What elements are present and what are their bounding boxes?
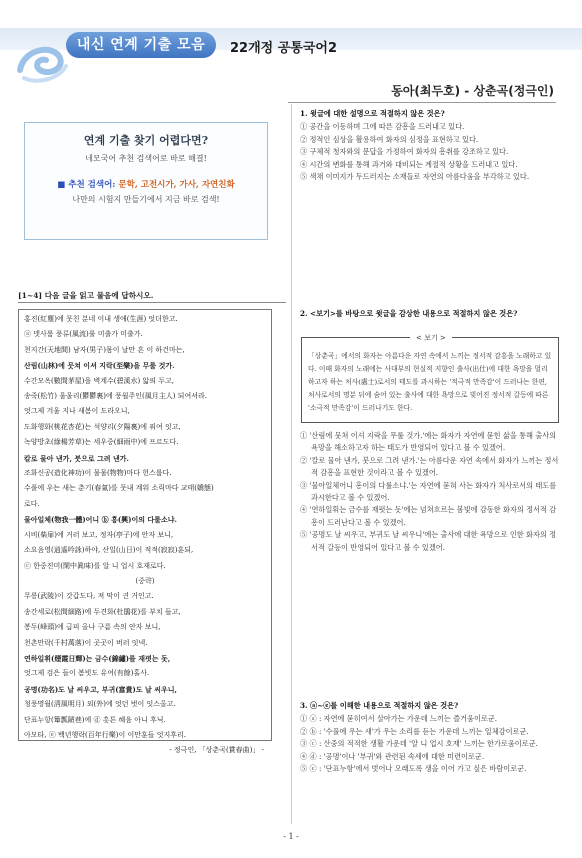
passage-line: ⓒ 한중진미(閑中眞味)를 알 니 업시 호재로다. — [24, 561, 166, 570]
passage-line: 아모타, ⓔ 백년행락(百年行樂)이 이만훈들 엇지후리. — [24, 730, 187, 739]
promo-note: 나만의 시험지 만들기에서 지금 바로 검색! — [72, 195, 220, 204]
passage-line: 소요음영(逍遙吟詠)하야, 산일(山日)이 적적(寂寂)훈되, — [24, 546, 194, 555]
passage-line: 단표누항(簞瓢陋巷)에 ⓓ 흣튼 혜음 아니 후닉. — [24, 715, 166, 724]
question-1-stem: 1. 윗글에 대한 설명으로 적절하지 않은 것은? — [300, 109, 445, 118]
q2-option: ② '칼로 물아 낸가, 붓으로 그려 낸가.'는 아름다운 자연 속에서 화자가 느끼는 정서적 감흥을 표현한 것이라고 볼 수 있겠어. — [300, 455, 559, 478]
passage-line: 시비(柴扉)에 거러 보고, 정자(亭子)에 안자 보니, — [24, 530, 174, 539]
passage-line: 홍진(紅塵)에 뭇친 분네 이내 생애(生涯) 엇더한고. — [24, 315, 178, 323]
passage-line: 공명(功名)도 날 씨우고, 부귀(富貴)도 날 씨우니, — [24, 684, 177, 694]
q2-option: ① '산림에 뭇쳐 이셔 지락을 무룰 것가.'에는 화자가 자연에 묻힌 삶을 통해 출사의 욕망을 해소하고자 하는 태도가 반영되어 있다고 볼 수 있겠어. — [300, 431, 557, 453]
promo-keywords: 문학, 고전시가, 가사, 자연친화 — [118, 180, 235, 190]
passage-line: 송간세로(松間細路)에 두견화(杜鵑花)를 부치 들고, — [24, 607, 181, 616]
passage-line: 물아일체(物我一體)어니 ⓑ 흥(興)이의 다룰소냐. — [24, 515, 177, 525]
passage-line: 칼로 물아 낸가, 붓으로 그려 낸가. — [24, 453, 129, 463]
q2-option: ⑤ '공명도 날 씨우고, 부귀도 날 씨우니'에는 출사에 대한 욕망으로 인한 화자의 정서적 갈등이 반영되어 있다고 볼 수 있겠어. — [300, 530, 557, 552]
promo-title: 연계 기출 찾기 어렵다면? — [83, 134, 209, 147]
q1-option: ④ 시간의 변화를 통해 과거와 대비되는 계절적 상황을 드러내고 있다. — [300, 159, 518, 169]
bogi-text: 「상춘곡」에서의 화자는 아름다운 자연 속에서 느끼는 정서적 감흥을 노래하고 있다. 이때 화자의 노래에는 사대부의 현실적 지향인 출사(出仕)에 대한 욕망을 멀리하고자 하는 처사(處士)로서의 태도를 과시하는 '적극적 만족감'이 드러나는 한편, 처사로서의 명분 뒤에 숨어 있는 출사에 대한 욕망으로 빚어진 정서적 갈등에 따른 '소극적 만족감'이 드러나기도 한다. — [308, 352, 552, 412]
promo-keywords-label: ■ 추천 검색어: — [57, 180, 119, 190]
question-2 — [300, 308, 562, 321]
passage-line: 수간모옥(數間茅屋)을 벽계수(碧溪水) 앏픠 두고, — [24, 376, 174, 385]
q2-option: ④ '연하일휘는 금수를 재폇는 돗'에는 넘쳐흐르는 봄빛에 감동한 화자의 정서적 감흥이 드러난다고 볼 수 있겠어. — [300, 505, 557, 527]
passage-line: 천지간(天地間) 남자(男子)몸이 날만 흔 이 하건마는, — [24, 345, 185, 354]
q1-option: ⑤ 색채 이미지가 두드러지는 소재들로 자연의 아름다움을 부각하고 있다. — [300, 172, 530, 182]
title-divider — [288, 102, 556, 103]
passage-line: 송죽(松竹) 울울리(鬱鬱裏)에 풍월주인(風月主人) 되여셔라. — [24, 392, 207, 401]
header-pill: 내신 연계 기출 모음 — [66, 32, 216, 58]
passage-line: 녹양방초(綠楊芳草)는 세우중(細雨中)에 프르도다. — [24, 438, 179, 447]
passage-line: 봉두(峰頭)에 급피 올나 구름 속의 안자 보니, — [24, 623, 161, 632]
bogi-box — [301, 334, 559, 423]
question-3-stem: 3. ⓐ~ⓔ를 이해한 내용으로 적절하지 않은 것은? — [300, 701, 459, 710]
passage-line: 청풍명월(淸風明月) 외(外)에 엇던 벗이 잇스올고. — [24, 700, 176, 709]
passage-line: 엇그제 겨울 지나 새봄이 도라오니, — [24, 407, 130, 416]
document-title: 동아(최두호) - 상춘곡(정극인) — [391, 84, 554, 98]
header — [0, 0, 582, 78]
question-2-options — [300, 430, 562, 554]
q3-option: ④ ⓓ : '공명'이나 '부귀'와 관련된 속세에 대한 미련이로군. — [300, 751, 485, 761]
promo-keywords-line — [33, 178, 259, 190]
passage-intro: [1~4] 다음 글을 읽고 물음에 답하시오. — [18, 291, 154, 300]
q3-option: ① ⓐ : 자연에 묻히여서 살아가는 가운데 느끼는 즐거움이로군. — [300, 714, 498, 724]
q3-option: ⑤ ⓔ : '단표누항'에서 벗어나 오래도록 생을 이어 가고 싶은 바람이로군. — [300, 764, 527, 774]
passage-line: ⓐ 녯사룸 풍류(風流)룰 미출가 미출가. — [24, 330, 143, 339]
passage-line: 도화행화(桃花杏花)는 석양리(夕陽裏)에 퓌여 잇고, — [24, 422, 181, 431]
promo-subtitle: 네모국어 추천 검색어로 바로 해결! — [85, 154, 207, 163]
question-3 — [300, 700, 562, 775]
q1-option: ② 정적인 심상을 활용하여 화자의 심정을 표현하고 있다. — [300, 134, 479, 144]
question-1 — [300, 108, 562, 183]
header-subtitle: 22개정 공통국어2 — [230, 41, 338, 56]
passage-line: 조화신공(造化神功)이 물물(物物)마다 헌스룹다. — [24, 469, 172, 478]
bogi-label: < 보기 > — [410, 332, 452, 345]
page-number: - 1 - — [283, 832, 299, 841]
search-promo-box — [24, 122, 268, 240]
passage-line: 연하일휘(煙霞日輝)는 금수(錦繡)를 재폇는 돗, — [24, 653, 171, 663]
passage-line: (중략) — [135, 576, 155, 585]
passage-source: - 정극인, 「상춘곡(賞春曲)」 - — [169, 746, 264, 755]
passage-line: 무릉(武陵)이 갓갑도다, 져 막이 긘 거인고. — [24, 592, 154, 601]
passage-line: 수풀에 우는 새는 춘기(春氣)를 뭇내 계워 소릭마다 교태(嬌態) — [24, 484, 214, 493]
passage-line: 로다. — [24, 499, 40, 508]
passage-box — [18, 309, 272, 755]
question-2-stem: 2. <보기>를 바탕으로 윗글을 감상한 내용으로 적절하지 않은 것은? — [300, 309, 518, 318]
passage-line: 산림(山林)에 뭇쳐 이셔 지락(至樂)을 무룰 것가. — [24, 361, 175, 371]
passage-intro-rule — [18, 302, 286, 303]
swirl-logo-icon — [14, 40, 72, 86]
q1-option: ③ 구체적 청자와의 문답을 가정하여 화자의 흥취를 강조하고 있다. — [300, 147, 509, 157]
q1-option: ① 공간을 이동하며 그에 따른 감흥을 드러내고 있다. — [300, 122, 465, 132]
passage-line: 엇그제 검은 들이 봄빗도 유여(有餘)홀사. — [24, 669, 150, 678]
passage-line: 천촌만락(千村萬落)이 곳곳이 버러 잇넥. — [24, 638, 148, 647]
q3-option: ② ⓑ : '수풀에 우는 새'가 우는 소리를 듣는 가운데 느끼는 일체감이로군. — [300, 726, 529, 736]
q3-option: ③ ⓒ : 산중의 적적한 생활 가운데 '알 니 업시 호재' 느끼는 한가로움이로군. — [300, 739, 538, 749]
q2-option: ③ '물아일체어니 흥이의 다룰소냐.'는 자연에 묻혀 사는 화자가 처사로서의 태도를 과시한다고 볼 수 있겠어. — [300, 480, 557, 503]
column-divider — [291, 104, 292, 824]
